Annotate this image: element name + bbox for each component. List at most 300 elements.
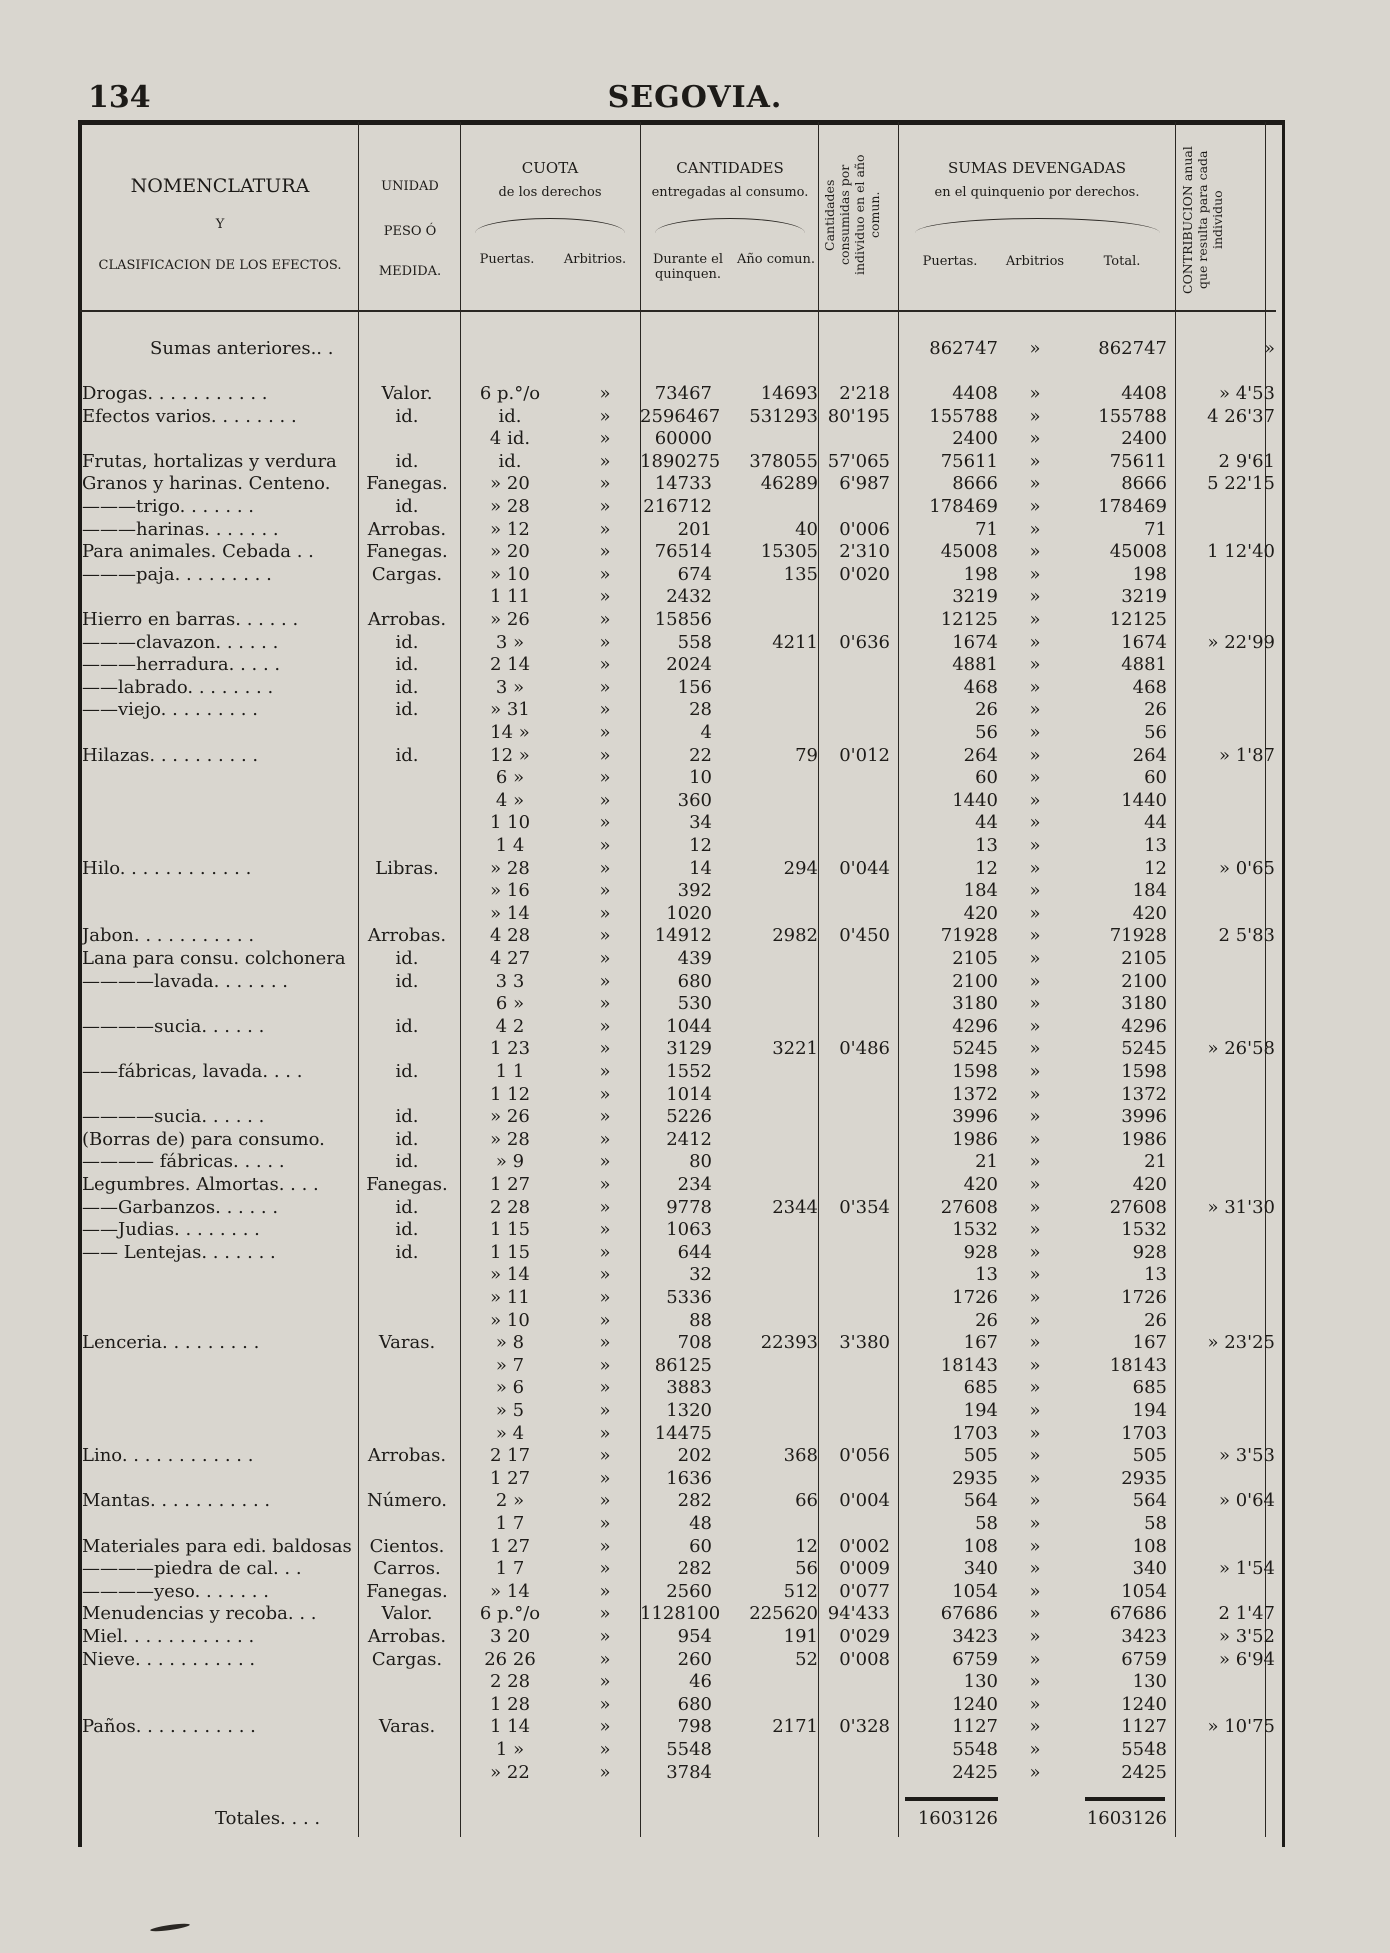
table-row — [0, 406, 1390, 428]
cell-sp: 3180 — [952, 993, 998, 1015]
cell-ci: 0'354 — [839, 1196, 890, 1218]
cell-nom: Materiales para edi. baldosas — [82, 1535, 352, 1557]
cell-dq: 5226 — [666, 1106, 712, 1128]
cell-sp: 1703 — [952, 1422, 998, 1444]
cell-dq: 1014 — [666, 1083, 712, 1105]
cell-nom: —— Lentejas. . . . . . . — [82, 1241, 276, 1263]
table-row — [0, 1197, 1390, 1219]
cell-dq: 644 — [677, 1241, 712, 1263]
header-cuota-sub: de los derechos — [498, 185, 602, 200]
cell-st: 27608 — [1109, 1196, 1167, 1218]
cell-st: 167 — [1132, 1332, 1167, 1354]
cell-st: 56 — [1144, 722, 1167, 743]
cell-sp: 1986 — [952, 1128, 998, 1150]
cell-sa: » — [1029, 1422, 1041, 1444]
cell-ci: 0'077 — [839, 1580, 890, 1602]
cell-cp: 1 27 — [489, 1467, 531, 1489]
header-consumidas: Cantidades consumidas por individuo en el año comun. — [822, 154, 882, 276]
cell-dq: 60 — [689, 1535, 712, 1557]
cell-sp: 155788 — [929, 405, 998, 427]
table-row — [0, 428, 1390, 450]
cell-st: 178469 — [1098, 496, 1167, 517]
cell-sp: 2935 — [952, 1467, 998, 1489]
cell-dq: 1636 — [666, 1467, 712, 1489]
cell-sp: 4408 — [952, 383, 998, 404]
cell-st: 564 — [1132, 1490, 1167, 1512]
cell-nom: Hilo. . . . . . . . . . . . — [82, 857, 252, 879]
cell-sp: 67686 — [940, 1603, 998, 1625]
cell-sp: 8666 — [952, 473, 998, 495]
cell-cp: » 7 — [495, 1354, 525, 1376]
cell-uni: id. — [395, 450, 419, 472]
cell-sp: 1372 — [952, 1083, 998, 1105]
cell-co: » 0'64 — [1218, 1490, 1275, 1512]
cell-cp: 1 1 — [495, 1061, 525, 1082]
cell-dq: 3129 — [666, 1038, 712, 1060]
cell-sa: » — [1029, 1513, 1041, 1534]
cell-dq: 1552 — [666, 1061, 712, 1082]
table-row — [0, 1016, 1390, 1038]
table-row — [0, 632, 1390, 654]
cell-ca: » — [599, 1761, 611, 1783]
cell-st: 108 — [1132, 1535, 1167, 1557]
cell-ci: 2'218 — [839, 383, 890, 404]
cell-st: 340 — [1132, 1558, 1167, 1580]
header-nomenclatura: NOMENCLATURA — [130, 175, 310, 197]
cell-ca: » — [599, 902, 611, 924]
cell-dq: 1044 — [666, 1015, 712, 1037]
cell-dq: 2560 — [666, 1580, 712, 1602]
cell-nom: ———clavazon. . . . . . — [82, 631, 279, 653]
cell-st: 5245 — [1121, 1038, 1167, 1060]
cell-st: 2100 — [1121, 970, 1167, 992]
cell-sa: » — [1029, 1535, 1041, 1557]
cell-ca: » — [599, 1241, 611, 1263]
table-row — [0, 1423, 1390, 1445]
cell-sa: » — [1029, 428, 1041, 450]
header-medida: MEDIDA. — [378, 264, 442, 279]
cell-nom: ——fábricas, lavada. . . . — [82, 1061, 303, 1082]
table-row — [0, 1468, 1390, 1490]
cell-aq: 40 — [795, 518, 818, 540]
header-sumas: SUMAS DEVENGADAS — [948, 159, 1126, 177]
cell-ca: » — [599, 1219, 611, 1241]
cell-dq: 674 — [677, 563, 712, 585]
cell-co: » 22'99 — [1207, 631, 1275, 653]
header-contribucion: CONTRIBUCION anual que resulta para cada individuo — [1180, 146, 1225, 294]
cell-cp: » 10 — [490, 563, 530, 585]
cell-co: » 26'58 — [1207, 1038, 1275, 1060]
cell-cp: » 12 — [490, 518, 530, 540]
cell-st: 1240 — [1121, 1693, 1167, 1715]
cell-ca: » — [599, 1648, 611, 1670]
table-row — [0, 1310, 1390, 1332]
table-row — [0, 1603, 1390, 1625]
cell-sp: 264 — [963, 744, 998, 766]
cell-ca: » — [599, 1377, 611, 1399]
cell-ca: » — [599, 1106, 611, 1128]
cell-sa: » — [1029, 744, 1041, 766]
cell-sp: 3219 — [952, 586, 998, 608]
cell-st: 26 — [1144, 699, 1167, 721]
cell-st: 1372 — [1121, 1083, 1167, 1105]
cell-st: 198 — [1132, 563, 1167, 585]
cell-ci: 0'002 — [839, 1535, 890, 1557]
cell-st: 420 — [1132, 902, 1167, 924]
cell-nom: ———harinas. . . . . . . — [82, 518, 279, 540]
cell-uni: Arrobas. — [367, 925, 447, 947]
cell-cp: 26 26 — [484, 1648, 536, 1670]
cell-cp: 6 » — [495, 767, 525, 789]
cell-sp: 4881 — [952, 654, 998, 676]
cell-st: 13 — [1144, 835, 1167, 856]
cell-st: 44 — [1144, 812, 1167, 834]
cell-ca: » — [599, 1716, 611, 1738]
cell-ca: » — [599, 1174, 611, 1195]
cell-nom: Drogas. . . . . . . . . . . — [82, 383, 268, 404]
cell-co: » 0'65 — [1218, 857, 1275, 879]
cell-dq: 2596467 — [640, 405, 721, 427]
cell-uni: id. — [395, 1219, 419, 1241]
cell-sp: 4296 — [952, 1015, 998, 1037]
table-row — [0, 722, 1390, 744]
cell-cp: 4 2 — [495, 1015, 525, 1037]
cell-sa: » — [1029, 857, 1041, 879]
total-rule — [1085, 1797, 1165, 1801]
cell-cp: » 6 — [495, 1377, 525, 1399]
cell-sp: 1598 — [952, 1061, 998, 1082]
cell-cp: 2 » — [495, 1490, 525, 1512]
cell-st: 12125 — [1109, 609, 1167, 630]
cell-uni: Libras. — [375, 857, 439, 879]
cell-cp: id. — [498, 405, 522, 427]
table-row — [0, 1129, 1390, 1151]
cell-sp: 71928 — [940, 925, 998, 947]
cell-nom: Hilazas. . . . . . . . . . — [82, 744, 259, 766]
cell-sa: » — [1029, 902, 1041, 924]
cell-uni: Fanegas. — [366, 1174, 448, 1195]
cell-dq: 202 — [677, 1445, 712, 1467]
cell-sa: » — [1029, 1015, 1041, 1037]
cell-dq: 1320 — [666, 1400, 712, 1421]
cell-st: 1986 — [1121, 1128, 1167, 1150]
cell-sa: » — [1029, 1648, 1041, 1670]
table-row — [0, 1558, 1390, 1580]
cell-uni: Arrobas. — [367, 609, 447, 630]
cell-sp: 108 — [963, 1535, 998, 1557]
table-row — [0, 1716, 1390, 1738]
cell-cp: 6 » — [495, 993, 525, 1015]
cell-cp: 4 28 — [489, 925, 531, 947]
cell-sp: 58 — [975, 1513, 998, 1534]
cell-nom: ———— fábricas. . . . . — [82, 1151, 285, 1173]
cell-sp: 3423 — [952, 1626, 998, 1647]
table-row — [0, 1174, 1390, 1196]
table-row — [0, 586, 1390, 608]
cell-st: 505 — [1132, 1445, 1167, 1467]
cell-cp: 4 » — [495, 789, 525, 811]
cell-uni: id. — [395, 1241, 419, 1263]
cell-cp: 6 p.°/o — [479, 1603, 541, 1625]
cell-sa: » — [1029, 631, 1041, 653]
header-cantidades: CANTIDADES — [676, 159, 784, 177]
cell-cp: » 16 — [490, 880, 530, 902]
cell-dq: 216712 — [643, 496, 712, 517]
cell-dq: 2024 — [666, 654, 712, 676]
cell-sp: 2100 — [952, 970, 998, 992]
cell-ca: » — [599, 1467, 611, 1489]
cell-st: 264 — [1132, 744, 1167, 766]
cell-ca: » — [599, 496, 611, 517]
cell-ci: 0'636 — [839, 631, 890, 653]
cell-cp: 14 » — [490, 722, 530, 743]
cell-uni: id. — [395, 744, 419, 766]
table-row — [0, 790, 1390, 812]
cell-ca: » — [599, 880, 611, 902]
table-row — [0, 1536, 1390, 1558]
table-row — [0, 971, 1390, 993]
cell-sa: » — [1029, 1151, 1041, 1173]
cell-dq: 14912 — [654, 925, 712, 947]
cell-st: 3180 — [1121, 993, 1167, 1015]
cell-dq: 5336 — [666, 1287, 712, 1308]
cell-co: » 3'52 — [1218, 1626, 1275, 1647]
cell-dq: 22 — [689, 744, 712, 766]
cell-sp: 26 — [975, 699, 998, 721]
cell-sa: » — [1029, 835, 1041, 856]
cell-cp: » 9 — [495, 1151, 525, 1173]
cell-st: 1127 — [1121, 1716, 1167, 1738]
cell-sa: » — [1029, 1739, 1041, 1760]
header-clasificacion: CLASIFICACION DE LOS EFECTOS. — [98, 258, 342, 273]
cell-sa: » — [1029, 1580, 1041, 1602]
cell-dq: 34 — [689, 812, 712, 834]
cell-dq: 80 — [689, 1151, 712, 1173]
cell-st: 6759 — [1121, 1648, 1167, 1670]
cell-sa: » — [1029, 993, 1041, 1015]
ink-smudge — [150, 1922, 190, 1933]
cell-sp: 71 — [975, 518, 998, 540]
cell-ca: » — [599, 1693, 611, 1715]
cell-co: 2 1'47 — [1218, 1603, 1275, 1625]
cell-st: 8666 — [1121, 473, 1167, 495]
cell-sp: 2105 — [952, 948, 998, 969]
cell-nom: ————lavada. . . . . . . — [82, 970, 289, 992]
cell-uni: id. — [395, 676, 419, 698]
cell-nom: Para animales. Cebada . . — [82, 541, 314, 563]
cell-sa: » — [1029, 970, 1041, 992]
cell-cp: » 10 — [490, 1309, 530, 1331]
cell-sp: 1674 — [952, 631, 998, 653]
cell-st: 1703 — [1121, 1422, 1167, 1444]
cell-st: 2425 — [1121, 1761, 1167, 1783]
cell-dq: 2412 — [666, 1128, 712, 1150]
cell-st: 21 — [1144, 1151, 1167, 1173]
cell-sp: 194 — [963, 1400, 998, 1421]
cell-sa: » — [1029, 1716, 1041, 1738]
cell-st: 130 — [1132, 1671, 1167, 1693]
cell-cp: » 11 — [490, 1287, 530, 1308]
cell-ca: » — [599, 699, 611, 721]
table-row — [0, 745, 1390, 767]
cell-st: 2400 — [1121, 428, 1167, 450]
cell-sp: 26 — [975, 1309, 998, 1331]
cell-dq: 10 — [689, 767, 712, 789]
cell-cp: » 14 — [490, 902, 530, 924]
table-row — [0, 338, 1390, 360]
cell-co: 2 5'83 — [1218, 925, 1275, 947]
table-row — [0, 1400, 1390, 1422]
table-row — [0, 383, 1390, 405]
cell-ca: » — [599, 541, 611, 563]
cell-uni: Valor. — [381, 1603, 433, 1625]
cell-ca: » — [599, 1309, 611, 1331]
cell-ca: » — [599, 563, 611, 585]
cell-dq: 12 — [689, 835, 712, 856]
header-sumas-puertas: Puertas. — [922, 254, 978, 269]
cell-sp: 27608 — [940, 1196, 998, 1218]
cell-dq: 46 — [689, 1671, 712, 1693]
cell-cp: » 28 — [490, 1128, 530, 1150]
cell-aq: 22393 — [760, 1332, 818, 1354]
table-row — [0, 1490, 1390, 1512]
table-row — [0, 473, 1390, 495]
page-title: SEGOVIA. — [607, 80, 783, 115]
cell-uni: id. — [395, 1128, 419, 1150]
cell-st: 26 — [1144, 1309, 1167, 1331]
cell-sa: » — [1029, 609, 1041, 630]
cell-aq: 79 — [795, 744, 818, 766]
cell-cp: 2 28 — [489, 1671, 531, 1693]
cell-sa: » — [1029, 699, 1041, 721]
table-row — [0, 1287, 1390, 1309]
cell-cp: » 20 — [490, 541, 530, 563]
cell-cp: 2 14 — [489, 654, 531, 676]
cell-ca: » — [599, 1287, 611, 1308]
cell-sp: 167 — [963, 1332, 998, 1354]
cell-uni: id. — [395, 654, 419, 676]
cell-sp: 75611 — [940, 450, 998, 472]
cell-ca: » — [599, 1354, 611, 1376]
cell-ca: » — [599, 1490, 611, 1512]
cell-ca: » — [599, 1038, 611, 1060]
cell-aq: 225620 — [749, 1603, 818, 1625]
total-rule — [905, 1797, 998, 1801]
cell-uni: id. — [395, 1196, 419, 1218]
cell-sa: » — [1029, 1400, 1041, 1421]
cell-nom: Mantas. . . . . . . . . . . — [82, 1490, 271, 1512]
cell-dq: 28 — [689, 699, 712, 721]
cell-sp: 198 — [963, 563, 998, 585]
cell-ca: » — [599, 1083, 611, 1105]
totals-label: Totales. . . . — [215, 1808, 321, 1829]
cell-co: » 3'53 — [1218, 1445, 1275, 1467]
cell-co: 5 22'15 — [1207, 473, 1275, 495]
cell-nom: Lino. . . . . . . . . . . . — [82, 1445, 254, 1467]
cell-ci: 0'004 — [839, 1490, 890, 1512]
cell-uni: id. — [395, 1151, 419, 1173]
cell-st: 60 — [1144, 767, 1167, 789]
cell-sp: 3996 — [952, 1106, 998, 1128]
cell-sp: 178469 — [929, 496, 998, 517]
cell-st: 12 — [1144, 857, 1167, 879]
header-durante: Durante el quinquen. — [652, 252, 724, 282]
cell-aq: 15305 — [760, 541, 818, 563]
cell-cp: 3 3 — [495, 970, 525, 992]
cell-ci: 3'380 — [839, 1332, 890, 1354]
cell-dq: 234 — [677, 1174, 712, 1195]
cell-nom: Nieve. . . . . . . . . . . — [82, 1648, 256, 1670]
table-row — [0, 1038, 1390, 1060]
cell-st: 3219 — [1121, 586, 1167, 608]
cell-sa: » — [1029, 676, 1041, 698]
cell-sp: 56 — [975, 722, 998, 743]
cell-st: 13 — [1144, 1264, 1167, 1286]
cell-uni: Fanegas. — [366, 1580, 448, 1602]
cell-nom: ————yeso. . . . . . . — [82, 1580, 269, 1602]
table-row — [0, 1084, 1390, 1106]
cell-nom: Paños. . . . . . . . . . . — [82, 1716, 256, 1738]
cell-sa: » — [1029, 1174, 1041, 1195]
table-row — [0, 654, 1390, 676]
cell-st: 3423 — [1121, 1626, 1167, 1647]
cell-sp: 184 — [963, 880, 998, 902]
table-row — [0, 1626, 1390, 1648]
cell-sa: » — [1029, 1061, 1041, 1082]
cell-co: 2 9'61 — [1218, 450, 1275, 472]
cell-cp: 1 7 — [495, 1513, 525, 1534]
cell-nom: (Borras de) para consumo. — [82, 1128, 325, 1150]
cell-co: » 1'54 — [1218, 1558, 1275, 1580]
cell-ca: » — [599, 767, 611, 789]
cell-dq: 3883 — [666, 1377, 712, 1399]
cell-sp: 44 — [975, 812, 998, 834]
table-row — [0, 677, 1390, 699]
header-unidad: UNIDAD — [381, 179, 439, 194]
cell-uni: Número. — [367, 1490, 447, 1512]
cell-ca: » — [599, 1151, 611, 1173]
cell-sa: » — [1029, 767, 1041, 789]
cell-sa: » — [1029, 948, 1041, 969]
cell-dq: 14 — [689, 857, 712, 879]
cell-sa: » — [1029, 541, 1041, 563]
cell-st: 1674 — [1121, 631, 1167, 653]
cell-dq: 32 — [689, 1264, 712, 1286]
cell-uni: Arrobas. — [367, 1626, 447, 1647]
cell-ca: » — [599, 383, 611, 404]
cell-co: » 10'75 — [1207, 1716, 1275, 1738]
cell-sa: » — [1029, 1264, 1041, 1286]
cell-sa: » — [1029, 789, 1041, 811]
cell-st: 2105 — [1121, 948, 1167, 969]
cell-st: 1440 — [1121, 789, 1167, 811]
cell-sa: » — [1029, 1377, 1041, 1399]
table-row — [0, 835, 1390, 857]
cell-dq: 9778 — [666, 1196, 712, 1218]
cell-sa: » — [1029, 1083, 1041, 1105]
cell-ca: » — [599, 1603, 611, 1625]
cell-ca: » — [599, 654, 611, 676]
cell-ca: » — [599, 586, 611, 608]
cell-cp: 1 27 — [489, 1535, 531, 1557]
cell-uni: Fanegas. — [366, 473, 448, 495]
cell-dq: 954 — [677, 1626, 712, 1647]
cell-sp: 18143 — [940, 1354, 998, 1376]
cell-uni: Carros. — [373, 1558, 441, 1580]
cell-cp: » 28 — [490, 496, 530, 517]
table-row — [0, 1355, 1390, 1377]
table-row — [0, 767, 1390, 789]
